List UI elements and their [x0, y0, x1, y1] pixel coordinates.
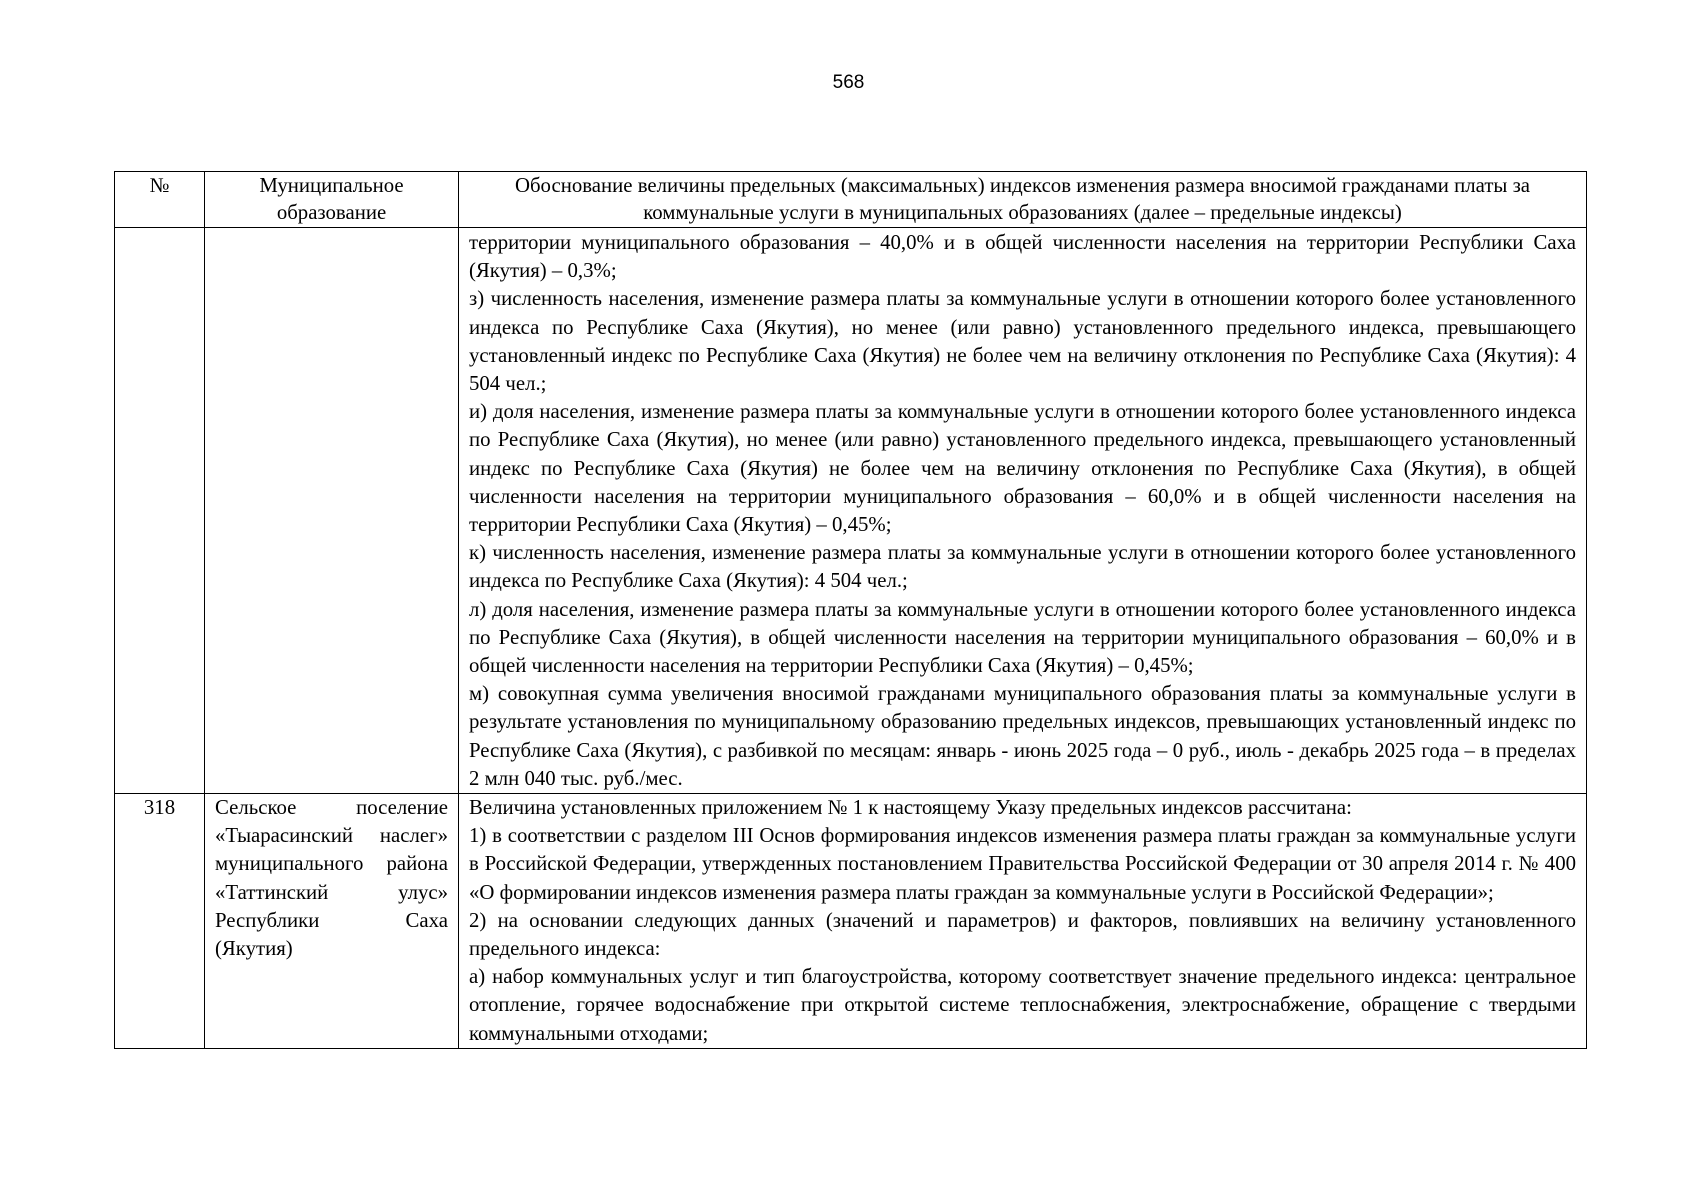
municipality-cell: Сельское поселение «Тыарасинский наслег» муниципального района «Таттинский улус» Республики Саха (Якутия): [205, 794, 459, 1049]
header-municipality: Муниципальное образование: [205, 172, 459, 228]
justification-paragraph: 2) на основании следующих данных (значений и параметров) и факторов, повлиявших на величину установленного предельного индекса:: [469, 908, 1576, 961]
municipality-cell: [205, 228, 459, 794]
table-row: [115, 228, 1587, 794]
justification-paragraph: л) доля населения, изменение размера платы за коммунальные услуги в отношении которого более установленного индекса по Республике Саха (Якутия), в общей численности населения на территории муниципального образования – 60,0% и в общей численности населения на территории Республики Саха (Якутия) – 0,45%;: [469, 597, 1576, 678]
justification-paragraph: территории муниципального образования – 40,0% и в общей численности населения на территории Республики Саха (Якутия) – 0,3%;: [469, 231, 1576, 283]
page-number: 568: [832, 72, 865, 93]
justification-cell: [459, 794, 1587, 1049]
justification-paragraph: з) численность населения, изменение размера платы за коммунальные услуги в отношении которого более установленного индекса по Республике Саха (Якутия), но менее (или равно) установленного предельного индекса, превышающего установленный индекс по Республике Саха (Якутия) не более чем на величину отклонения по Республике Саха (Якутия): 4 504 чел.;: [469, 287, 1576, 396]
justification-paragraph: к) численность населения, изменение размера платы за коммунальные услуги в отношении которого более установленного индекса по Республике Саха (Якутия): 4 504 чел.;: [469, 541, 1576, 593]
header-justification: Обоснование величины предельных (максимальных) индексов изменения размера вносимой гражданами платы за коммунальные услуги в муниципальных образованиях (далее – предельные индексы): [459, 172, 1587, 228]
justification-paragraph: а) набор коммунальных услуг и тип благоустройства, которому соответствует значение предельного индекса: центральное отопление, горячее водоснабжение при открытой системе теплоснабжения, электроснабжение, обращение с твердыми коммунальными отходами;: [469, 965, 1576, 1045]
justification-paragraph: и) доля населения, изменение размера платы за коммунальные услуги в отношении которого более установленного индекса по Республике Саха (Якутия), но менее (или равно) установленного предельного индекса, превышающего установленный индекс по Республике Саха (Якутия) не более чем на величину отклонения по Республике Саха (Якутия), в общей численности населения на территории муниципального образования – 60,0% и в общей численности населения на территории Республики Саха (Якутия) – 0,45%;: [469, 400, 1576, 537]
header-number: №: [115, 172, 205, 228]
justification-paragraph: м) совокупная сумма увеличения вносимой гражданами муниципального образования платы за коммунальные услуги в результате установления по муниципальному образованию предельных индексов, превышающих установленный индекс по Республике Саха (Якутия), с разбивкой по месяцам: январь - июнь 2025 года – 0 руб., июль - декабрь 2025 года – в пределах 2 млн 040 тыс. руб./мес.: [469, 682, 1576, 790]
justification-paragraph: Величина установленных приложением № 1 к настоящему Указу предельных индексов рассчитана:: [469, 796, 1352, 820]
tariff-justification-table: [114, 171, 1587, 1049]
table-header-row: [115, 172, 1587, 228]
table-row: [115, 794, 1587, 1049]
justification-paragraph: 1) в соответствии с разделом III Основ формирования индексов изменения размера платы граждан за коммунальные услуги в Российской Федерации, утвержденных постановлением Правительства Российской Федерации от 30 апреля 2014 г. № 400 «О формировании индексов изменения размера платы граждан за коммунальные услуги в Российской Федерации»;: [469, 824, 1576, 904]
row-number-cell: 318: [115, 794, 205, 1049]
justification-cell: [459, 228, 1587, 794]
row-number-cell: [115, 228, 205, 794]
